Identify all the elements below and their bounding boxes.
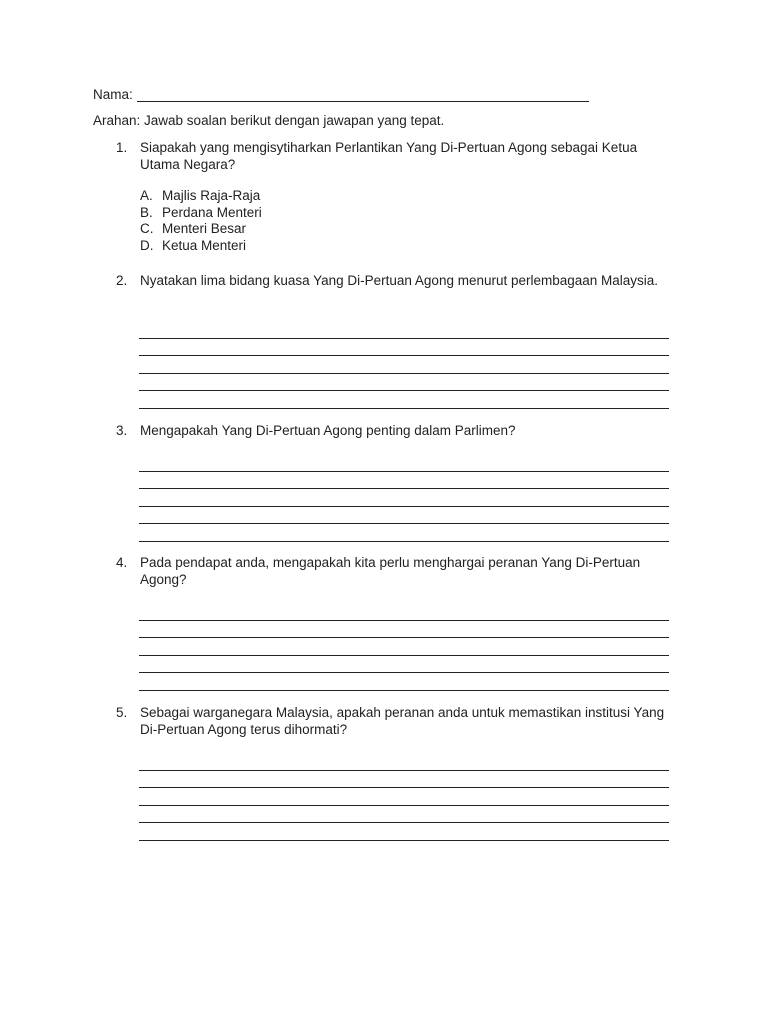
- question-text: Sebagai warganegara Malaysia, apakah peranan anda untuk memastikan institusi Yang Di-Pertuan Agong terus dihormati?: [140, 705, 665, 737]
- question-number: 5.: [116, 705, 128, 720]
- question-text: Nyatakan lima bidang kuasa Yang Di-Pertuan Agong menurut perlembagaan Malaysia.: [140, 273, 659, 288]
- answer-options: [140, 188, 676, 254]
- answer-line[interactable]: [139, 489, 669, 507]
- answer-line[interactable]: [139, 524, 669, 542]
- option-d[interactable]: [140, 238, 676, 255]
- question-4: [116, 555, 676, 588]
- answer-line[interactable]: [139, 788, 669, 806]
- option-letter: D.: [140, 237, 154, 253]
- option-text: Perdana Menteri: [162, 204, 262, 220]
- answer-line[interactable]: [139, 374, 669, 392]
- option-text: Majlis Raja-Raja: [162, 188, 261, 203]
- option-letter: B.: [140, 204, 153, 220]
- answer-line[interactable]: [139, 356, 669, 374]
- option-letter: A.: [140, 188, 153, 203]
- name-answer-line[interactable]: [137, 87, 589, 102]
- option-b[interactable]: [140, 205, 676, 222]
- answer-line[interactable]: [139, 507, 669, 525]
- answer-line[interactable]: [139, 391, 669, 409]
- answer-line[interactable]: [139, 771, 669, 789]
- answer-line[interactable]: [139, 823, 669, 841]
- question-number: 4.: [116, 555, 128, 570]
- answer-line[interactable]: [139, 656, 669, 674]
- question-2: [116, 273, 676, 290]
- answer-lines-2: [139, 321, 669, 409]
- question-text: Siapakah yang mengisytiharkan Perlantikan Yang Di-Pertuan Agong sebagai Ketua Utama Negara?: [140, 140, 638, 172]
- option-c[interactable]: [140, 221, 676, 238]
- question-number: 3.: [116, 423, 128, 438]
- question-5: [116, 705, 676, 738]
- question-1: [116, 140, 676, 254]
- answer-lines-4: [139, 603, 669, 691]
- name-row: [93, 87, 589, 102]
- answer-line[interactable]: [139, 603, 669, 621]
- question-text: Mengapakah Yang Di-Pertuan Agong penting dalam Parlimen?: [140, 423, 516, 438]
- question-number: 1.: [116, 140, 128, 155]
- name-label: Nama:: [93, 87, 133, 102]
- answer-line[interactable]: [139, 454, 669, 472]
- option-a[interactable]: [140, 188, 676, 205]
- answer-line[interactable]: [139, 621, 669, 639]
- option-text: Menteri Besar: [162, 221, 247, 236]
- question-number: 2.: [116, 273, 128, 288]
- question-text: Pada pendapat anda, mengapakah kita perlu menghargai peranan Yang Di-Pertuan Agong?: [140, 555, 641, 587]
- instruction-text: Arahan: Jawab soalan berikut dengan jawapan yang tepat.: [93, 113, 445, 128]
- answer-line[interactable]: [139, 673, 669, 691]
- answer-lines-5: [139, 753, 669, 841]
- answer-line[interactable]: [139, 321, 669, 339]
- answer-line[interactable]: [139, 753, 669, 771]
- answer-line[interactable]: [139, 638, 669, 656]
- option-text: Ketua Menteri: [162, 237, 247, 253]
- answer-line[interactable]: [139, 806, 669, 824]
- answer-line[interactable]: [139, 339, 669, 357]
- answer-line[interactable]: [139, 472, 669, 490]
- answer-lines-3: [139, 454, 669, 542]
- option-letter: C.: [140, 221, 154, 236]
- question-3: [116, 423, 676, 440]
